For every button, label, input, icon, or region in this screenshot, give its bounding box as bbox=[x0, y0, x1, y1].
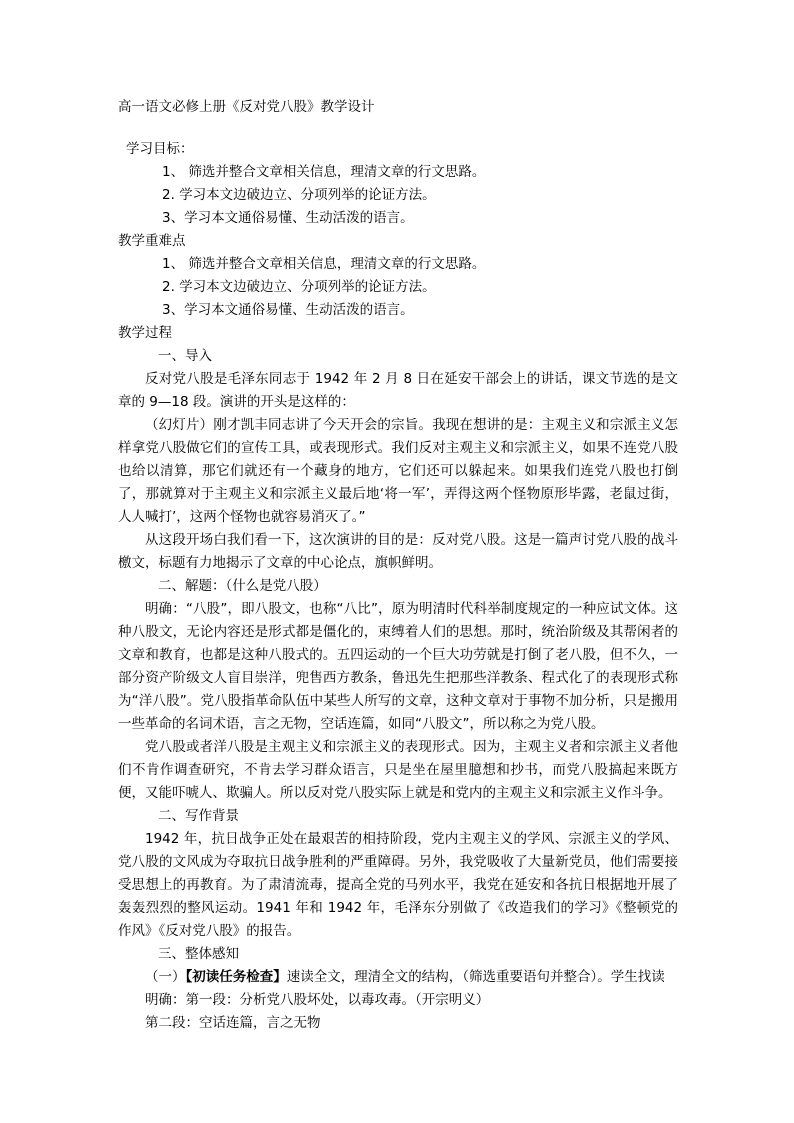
section-heading: 三、整体感知 bbox=[158, 946, 239, 962]
process-heading: 教学过程 bbox=[118, 325, 172, 341]
document-title: 高一语文必修上册《反对党八股》教学设计 bbox=[118, 99, 375, 115]
paragraph: 从这段开场白我们看一下，这次演讲的目的是：反对党八股。这是一篇声讨党八股的战斗檄文，标题有力地揭示了文章的中心论点，旗帜鲜明。 bbox=[118, 532, 678, 571]
quote-paragraph: （幻灯片）刚才凯丰同志讲了今天开会的宗旨。我现在想讲的是：主观主义和宗派主义怎样拿党八股做它们的宣传工具，或表现形式。我们反对主观主义和宗派主义，如果不连党八股也给以清算，那它们就还有一个藏身的地方，它们还可以躲起来。如果我们连党八股也打倒了，那就算对于主观主义和宗派主义最后地‘将一军’，弄得这两个怪物原形毕露，老鼠过街，人人喊打’，这两个怪物也就容易消灭了。” bbox=[118, 417, 678, 525]
paragraph: 明确：“八股”，即八股文，也称“八比”，原为明清时代科举制度规定的一种应试文体。这种八股文，无论内容还是形式都是僵化的，束缚着人们的思想。那时，统治阶级及其帮闲者的文章和教育，也都是这种八股式的。五四运动的一个巨大功劳就是打倒了老八股，但不久，一部分资产阶级文人盲目崇洋，兜售西方教条，鲁迅先生把那些洋教条、程式化了的表现形式称为“洋八股”。党八股指革命队伍中某些人所写的文章，这种文章对于事物不加分析，只是搬用一些革命的名词术语，言之无物，空话连篇，如同“八股文”，所以称之为党八股。 bbox=[118, 601, 678, 732]
section-heading: 一、导入 bbox=[158, 348, 212, 364]
paragraph: 第二段：空话连篇，言之无物 bbox=[145, 1015, 321, 1031]
task-text: 速读全文，理清全文的结构，（筛选重要语句并整合）。学生找读 bbox=[286, 969, 665, 985]
document-body bbox=[118, 138, 678, 1035]
task-label: 【初读任务检查】 bbox=[185, 969, 287, 985]
paragraph: 党八股或者洋八股是主观主义和宗派主义的表现形式。因为，主观主义者和宗派主义者他们不肯作调查研究，不肯去学习群众语言，只是坐在屋里臆想和抄书，而党八股搞起来既方便，又能吓唬人、欺骗人。所以反对党八股实际上就是和党内的主观主义和宗派主义作斗争。 bbox=[118, 739, 678, 801]
key-point-item: 3、学习本文通俗易懂、生动活泼的语言。 bbox=[162, 302, 414, 318]
task-prefix: （一） bbox=[145, 969, 186, 985]
key-point-item: 2. 学习本文边破边立、分项列举的论证方法。 bbox=[162, 279, 436, 295]
section-heading: 二、解题：（什么是党八股） bbox=[158, 578, 327, 594]
key-points-heading: 教学重难点 bbox=[118, 233, 186, 249]
paragraph: 1942 年，抗日战争正处在最艰苦的相持阶段，党内主观主义的学风、宗派主义的学风、党八股的文风成为夺取抗日战争胜利的严重障碍。另外，我党吸收了大量新党员，他们需要接受思想上的再教育。为了肃清流毒，提高全党的马列水平，我党在延安和各抗日根据地开展了轰轰烈烈的整风运动。1941 年和 1942 年，毛泽东分别做了《改造我们的学习》《整顿党的作风》《反对党八股》的报告。 bbox=[118, 831, 678, 939]
goals-heading: 学习目标： bbox=[126, 141, 194, 157]
goal-item: 3、学习本文通俗易懂、生动活泼的语言。 bbox=[162, 210, 414, 226]
paragraph: 明确：第一段：分析党八股坏处，以毒攻毒。（开宗明义） bbox=[145, 992, 490, 1008]
key-point-item: 1、 筛选并整合文章相关信息，理清文章的行文思路。 bbox=[162, 256, 486, 272]
section-heading: 二、写作背景 bbox=[158, 808, 239, 824]
goal-item: 2. 学习本文边破边立、分项列举的论证方法。 bbox=[162, 187, 436, 203]
task-paragraph bbox=[118, 966, 678, 989]
paragraph: 反对党八股是毛泽东同志于 1942 年 2 月 8 日在延安干部会上的讲话，课文节选的是文章的 9—18 段。演讲的开头是这样的： bbox=[118, 371, 678, 410]
goal-item: 1、 筛选并整合文章相关信息，理清文章的行文思路。 bbox=[162, 164, 486, 180]
